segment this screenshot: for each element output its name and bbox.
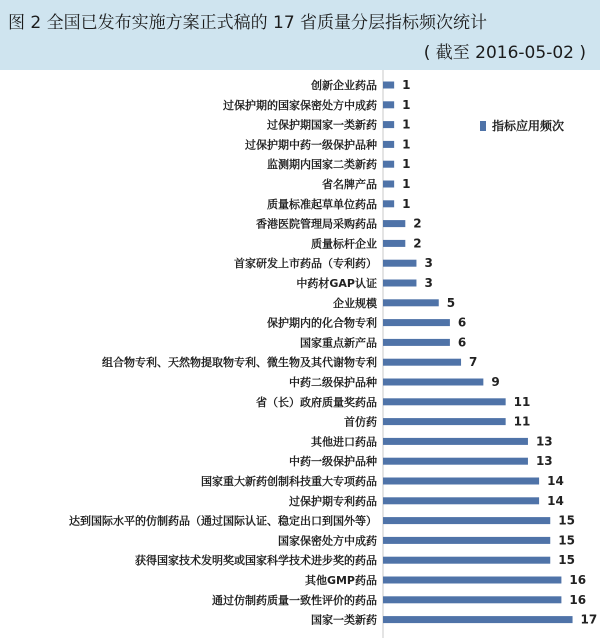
value-label: 15 [558,533,575,548]
bar [383,220,405,227]
category-label: 省名牌产品 [322,178,377,191]
value-label: 1 [402,78,411,92]
value-label: 14 [547,493,564,508]
bar [383,121,394,128]
value-label: 6 [457,335,467,350]
category-label: 监测期内国家二类新药 [267,158,377,172]
value-label: 1 [402,137,411,152]
chart-title: 图 2 全国已发布实施方案正式稿的 17 省质量分层指标频次统计 [8,13,488,33]
category-label: 国家一类新药 [311,613,377,627]
category-label: 中药一级保护品种 [289,455,377,469]
category-label: 保护期内的化合物专利 [267,316,377,330]
value-label: 13 [535,454,553,469]
category-label: 国家重点新产品 [300,336,377,350]
category-label: 创新企业药品 [311,79,377,92]
bar [383,141,394,148]
bar [383,181,394,188]
bar [383,339,450,346]
category-label: 获得国家技术发明奖或国家科学技术进步奖的药品 [135,554,377,568]
category-label: 过保护期中药一级保护品种 [245,138,377,152]
category-label: 过保护期的国家保密处方中成药 [223,98,377,112]
value-label: 1 [402,177,411,191]
legend-label: 指标应用频次 [492,119,565,133]
category-label: 其他GMP药品 [304,574,377,587]
value-label: 6 [457,315,467,330]
bar [383,319,450,326]
bar [383,616,573,623]
category-label: 质量标杆企业 [311,237,377,251]
category-label: 企业规模 [333,296,377,310]
chart-subtitle: ( 截至 2016-05-02 ) [423,43,586,63]
bar [383,458,528,465]
bar [383,359,461,366]
value-label: 2 [413,216,422,231]
bar [383,200,394,207]
value-label: 2 [413,236,422,251]
category-label: 香港医院管理局采购药品 [256,217,377,231]
value-label: 1 [402,196,411,211]
value-label: 9 [491,375,500,389]
chart-header [0,0,600,70]
bar [383,379,483,386]
bar [383,418,506,425]
bar [383,517,550,524]
value-label: 1 [402,117,411,132]
category-label: 其他进口药品 [311,435,377,449]
value-label: 7 [469,355,478,370]
value-label: 3 [424,276,433,290]
value-label: 17 [580,612,598,627]
bar [383,537,550,544]
category-label: 达到国际水平的仿制药品（通过国际认证、稳定出口到国外等） [69,514,377,528]
category-label: 国家重大新药创制科技重大专项药品 [201,475,377,488]
value-label: 11 [513,394,531,409]
value-label: 13 [535,434,553,449]
bar [383,398,506,405]
category-label: 通过仿制药质量一致性评价的药品 [212,593,377,607]
category-label: 组合物专利、天然物提取物专利、微生物及其代谢物专利 [102,356,377,370]
category-label: 中药材GAP认证 [296,277,377,290]
bar [383,240,405,247]
bar [383,497,539,504]
category-label: 首家研发上市药品（专利药） [234,257,377,271]
chart-legend [480,118,564,133]
category-label: 过保护期专利药品 [289,494,377,508]
bar [383,557,550,564]
bar [383,161,394,168]
bar [383,101,394,108]
category-label: 过保护期国家一类新药 [267,118,377,132]
value-label: 15 [558,553,575,568]
bar [383,478,539,485]
value-label: 3 [424,256,433,271]
value-label: 11 [513,414,531,429]
category-label: 中药二级保护品种 [289,376,377,389]
bar [383,299,439,306]
bar [383,438,528,445]
value-label: 1 [402,97,411,112]
category-label: 省（长）政府质量奖药品 [256,395,377,409]
value-label: 5 [446,295,456,310]
bar-chart [0,70,600,638]
value-label: 16 [569,592,587,607]
category-label: 质量标准起草单位药品 [267,197,377,211]
bar [383,260,416,267]
value-label: 14 [547,474,564,488]
category-label: 首仿药 [344,415,377,429]
value-label: 15 [558,513,575,528]
bar [383,82,394,89]
bar [383,577,561,584]
bar [383,280,416,287]
value-label: 16 [569,573,587,587]
category-label: 国家保密处方中成药 [278,534,377,548]
bar [383,596,561,603]
legend-swatch [480,121,486,131]
value-label: 1 [402,157,411,172]
